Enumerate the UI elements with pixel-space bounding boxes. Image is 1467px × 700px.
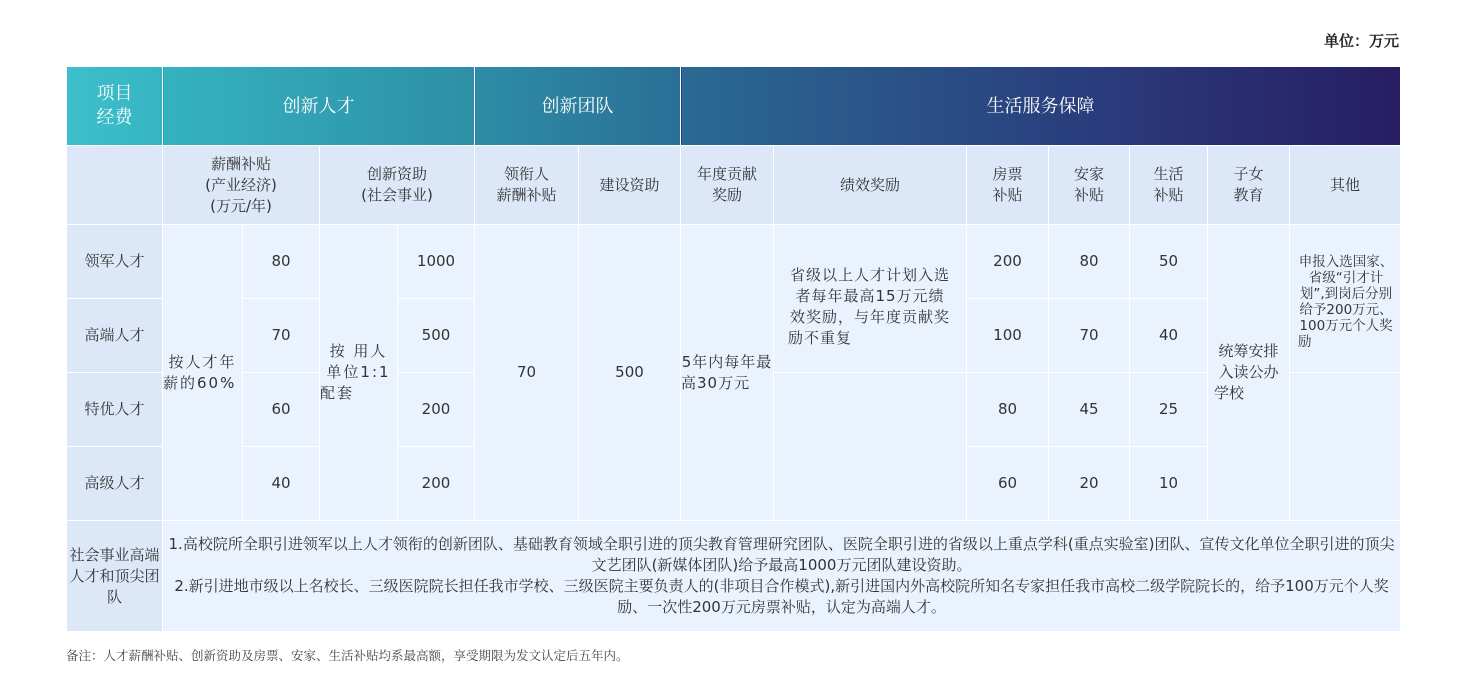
living-value: 25 bbox=[1130, 373, 1208, 447]
header-innovation-team: 创新团队 bbox=[475, 67, 681, 146]
performance-award-text: 省级以上人才计划入选者每年最高15万元绩效奖励，与年度贡献奖励不重复 bbox=[774, 225, 967, 373]
subheader-annual-contribution: 年度贡献 奖励 bbox=[681, 146, 774, 225]
social-row bbox=[67, 521, 1401, 632]
funding-note: 按 用人 单位1:1配套 bbox=[320, 225, 398, 521]
unit-label: 单位：万元 bbox=[1323, 32, 1399, 50]
table-row bbox=[67, 225, 1401, 299]
funding-value: 1000 bbox=[398, 225, 475, 299]
team-leader-salary: 70 bbox=[475, 225, 579, 521]
performance-award-blank bbox=[774, 373, 967, 521]
social-label: 社会事业高端人才和顶尖团队 bbox=[67, 521, 163, 632]
living-value: 40 bbox=[1130, 299, 1208, 373]
subheader-leader-salary: 领衔人 薪酬补贴 bbox=[475, 146, 579, 225]
living-value: 50 bbox=[1130, 225, 1208, 299]
social-notes bbox=[163, 521, 1401, 632]
settle-value: 45 bbox=[1049, 373, 1130, 447]
row-label: 高级人才 bbox=[67, 447, 163, 521]
funding-value: 200 bbox=[398, 373, 475, 447]
living-value: 10 bbox=[1130, 447, 1208, 521]
social-note-2: 2.新引进地市级以上名校长、三级医院院长担任我市学校、三级医院主要负责人的(非项目合作模式),新引进国内外高校院所知名专家担任我市高校二级学院院长的，给予100万元个人奖励、一次性200万元房票补贴，认定为高端人才。 bbox=[174, 577, 1389, 616]
salary-note: 按人才年薪的60% bbox=[163, 225, 243, 521]
row-label: 领军人才 bbox=[67, 225, 163, 299]
subheader-blank bbox=[67, 146, 163, 225]
subheader-child-education: 子女 教育 bbox=[1208, 146, 1290, 225]
header-project-fee: 项目 经费 bbox=[67, 67, 163, 146]
row-label: 特优人才 bbox=[67, 373, 163, 447]
talent-policy-table bbox=[66, 66, 1401, 632]
header-innovation-talent: 创新人才 bbox=[163, 67, 475, 146]
settle-value: 80 bbox=[1049, 225, 1130, 299]
salary-value: 80 bbox=[243, 225, 320, 299]
settle-value: 20 bbox=[1049, 447, 1130, 521]
salary-value: 70 bbox=[243, 299, 320, 373]
subheader-salary-subsidy: 薪酬补贴 (产业经济) (万元/年) bbox=[163, 146, 320, 225]
subheader-settle-subsidy: 安家 补贴 bbox=[1049, 146, 1130, 225]
subheader-ticket-subsidy: 房票 补贴 bbox=[967, 146, 1049, 225]
funding-value: 200 bbox=[398, 447, 475, 521]
subheader-living-subsidy: 生活 补贴 bbox=[1130, 146, 1208, 225]
funding-value: 500 bbox=[398, 299, 475, 373]
subheader-row bbox=[67, 146, 1401, 225]
ticket-value: 60 bbox=[967, 447, 1049, 521]
subheader-innovation-funding: 创新资助 (社会事业) bbox=[320, 146, 475, 225]
ticket-value: 200 bbox=[967, 225, 1049, 299]
footnote: 备注：人才薪酬补贴、创新资助及房票、安家、生活补贴均系最高额，享受期限为发文认定后五年内。 bbox=[66, 648, 629, 663]
settle-value: 70 bbox=[1049, 299, 1130, 373]
ticket-value: 100 bbox=[967, 299, 1049, 373]
subheader-construction-funding: 建设资助 bbox=[579, 146, 681, 225]
social-note-1: 1.高校院所全职引进领军以上人才领衔的创新团队、基础教育领域全职引进的顶尖教育管理研究团队、医院全职引进的省级以上重点学科(重点实验室)团队、宣传文化单位全职引进的顶尖文艺团队(新媒体团队)给予最高1000万元团队建设资助。 bbox=[168, 535, 1395, 574]
salary-value: 40 bbox=[243, 447, 320, 521]
subheader-performance-award: 绩效奖励 bbox=[774, 146, 967, 225]
other-text: 申报入选国家、省级“引才计划”,到岗后分别给予200万元、100万元个人奖励 bbox=[1290, 225, 1401, 373]
header-life-service: 生活服务保障 bbox=[681, 67, 1401, 146]
row-label: 高端人才 bbox=[67, 299, 163, 373]
team-construction-funding: 500 bbox=[579, 225, 681, 521]
annual-contribution-award: 5年内每年最高30万元 bbox=[681, 225, 774, 521]
ticket-value: 80 bbox=[967, 373, 1049, 447]
other-blank bbox=[1290, 373, 1401, 521]
child-education-text: 统筹安排入读公办学校 bbox=[1208, 225, 1290, 521]
salary-value: 60 bbox=[243, 373, 320, 447]
header-row bbox=[67, 67, 1401, 146]
subheader-other: 其他 bbox=[1290, 146, 1401, 225]
